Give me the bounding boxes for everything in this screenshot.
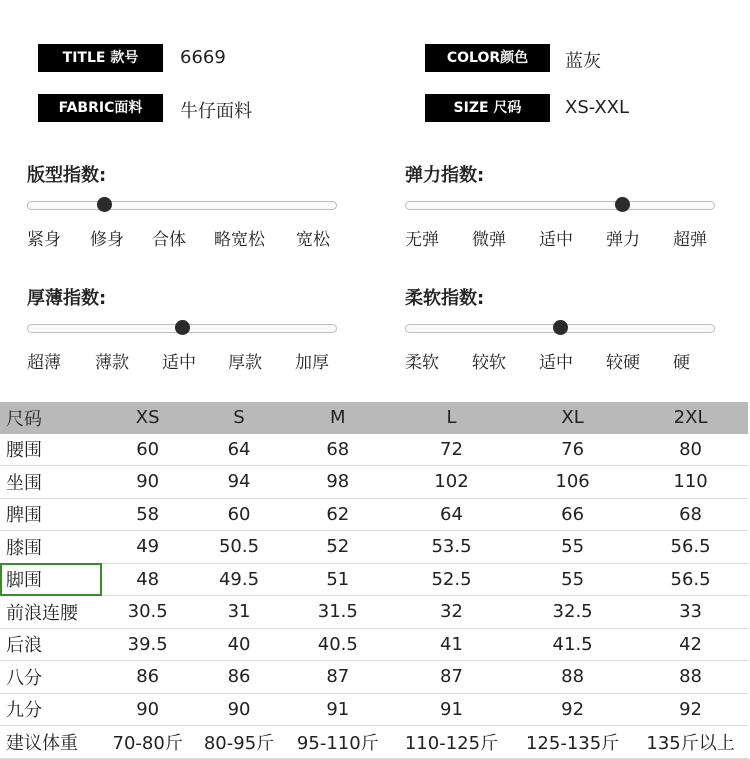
- row-label: 膝围: [0, 531, 102, 564]
- table-cell: 41: [391, 628, 512, 661]
- table-cell: 53.5: [391, 531, 512, 564]
- table-cell: 68: [285, 434, 391, 466]
- thickness-label: 适中: [162, 353, 196, 373]
- table-cell: 86: [193, 661, 284, 694]
- table-cell: 72: [391, 434, 512, 466]
- thickness-label: 薄款: [95, 353, 129, 373]
- table-cell: 56.5: [633, 531, 748, 564]
- table-cell: 52.5: [391, 563, 512, 596]
- stretch-index: [405, 164, 720, 250]
- title-value: 6669: [180, 47, 226, 68]
- table-cell: 70-80斤: [102, 726, 193, 759]
- size-header-m: M: [285, 402, 391, 434]
- table-cell: 64: [391, 498, 512, 531]
- row-label: 八分: [0, 661, 102, 694]
- table-cell: 66: [512, 498, 633, 531]
- table-cell: 88: [512, 661, 633, 694]
- row-label: 九分: [0, 693, 102, 726]
- table-cell: 90: [102, 693, 193, 726]
- softness-label: 较硬: [606, 353, 640, 373]
- row-label-selected[interactable]: 脚围: [0, 563, 102, 596]
- size-value: XS-XXL: [565, 97, 630, 118]
- color-tag: COLOR颜色: [425, 44, 550, 72]
- table-cell: 92: [633, 693, 748, 726]
- table-cell: 88: [633, 661, 748, 694]
- size-header-s: S: [193, 402, 284, 434]
- row-label: 坐围: [0, 466, 102, 499]
- table-cell: 32.5: [512, 596, 633, 629]
- table-row: [0, 693, 748, 726]
- fabric-tag: FABRIC面料: [38, 94, 163, 122]
- size-header-l: L: [391, 402, 512, 434]
- table-cell: 55: [512, 563, 633, 596]
- thickness-index: [27, 287, 342, 373]
- row-label: 前浪连腰: [0, 596, 102, 629]
- table-cell: 125-135斤: [512, 726, 633, 759]
- table-cell: 92: [512, 693, 633, 726]
- table-row: [0, 726, 748, 759]
- table-cell: 39.5: [102, 628, 193, 661]
- table-cell: 68: [633, 498, 748, 531]
- table-cell: 60: [102, 434, 193, 466]
- table-row: [0, 661, 748, 694]
- table-cell: 31: [193, 596, 284, 629]
- table-cell: 55: [512, 531, 633, 564]
- fit-index-track: [27, 201, 337, 210]
- table-cell: 42: [633, 628, 748, 661]
- table-cell: 49.5: [193, 563, 284, 596]
- softness-label: 柔软: [405, 353, 439, 373]
- thickness-index-title: 厚薄指数:: [27, 288, 107, 309]
- table-cell: 87: [285, 661, 391, 694]
- softness-index-knob: [553, 320, 568, 335]
- softness-index-title: 柔软指数:: [405, 288, 485, 309]
- table-cell: 90: [193, 693, 284, 726]
- thickness-index-knob: [175, 320, 190, 335]
- table-row: [0, 596, 748, 629]
- table-cell: 58: [102, 498, 193, 531]
- fit-index-knob: [97, 197, 112, 212]
- softness-index: [405, 287, 720, 373]
- stretch-label: 超弹: [673, 230, 707, 250]
- title-tag: TITLE 款号: [38, 44, 163, 72]
- table-cell: 98: [285, 466, 391, 499]
- table-cell: 52: [285, 531, 391, 564]
- table-cell: 32: [391, 596, 512, 629]
- table-cell: 80: [633, 434, 748, 466]
- stretch-index-knob: [615, 197, 630, 212]
- size-header-xl: XL: [512, 402, 633, 434]
- table-cell: 86: [102, 661, 193, 694]
- table-cell: 62: [285, 498, 391, 531]
- stretch-label: 微弹: [472, 230, 506, 250]
- fit-label: 紧身: [27, 230, 61, 250]
- stretch-label: 无弹: [405, 230, 439, 250]
- table-cell: 76: [512, 434, 633, 466]
- table-row: [0, 434, 748, 466]
- table-cell: 90: [102, 466, 193, 499]
- row-label: 建议体重: [0, 726, 102, 759]
- size-header-label: 尺码: [0, 402, 102, 434]
- size-chart-table: [0, 402, 748, 759]
- table-cell: 95-110斤: [285, 726, 391, 759]
- stretch-label: 适中: [539, 230, 573, 250]
- size-header-row: [0, 402, 748, 434]
- thickness-label: 厚款: [228, 353, 262, 373]
- table-cell: 64: [193, 434, 284, 466]
- table-cell: 91: [391, 693, 512, 726]
- table-row: [0, 531, 748, 564]
- table-cell: 110-125斤: [391, 726, 512, 759]
- row-label: 脾围: [0, 498, 102, 531]
- fit-label: 宽松: [296, 230, 330, 250]
- fit-label: 修身: [90, 230, 124, 250]
- table-row: [0, 628, 748, 661]
- table-cell: 48: [102, 563, 193, 596]
- thickness-label: 加厚: [295, 353, 329, 373]
- table-cell: 94: [193, 466, 284, 499]
- size-tag: SIZE 尺码: [425, 94, 550, 122]
- table-cell: 50.5: [193, 531, 284, 564]
- table-cell: 91: [285, 693, 391, 726]
- table-row: [0, 563, 748, 596]
- table-cell: 87: [391, 661, 512, 694]
- table-cell: 51: [285, 563, 391, 596]
- table-cell: 41.5: [512, 628, 633, 661]
- table-cell: 33: [633, 596, 748, 629]
- color-value: 蓝灰: [565, 51, 601, 72]
- fit-label: 略宽松: [214, 230, 265, 250]
- table-cell: 80-95斤: [193, 726, 284, 759]
- row-label: 后浪: [0, 628, 102, 661]
- fit-index-title: 版型指数:: [27, 165, 107, 186]
- fit-index: [27, 164, 342, 250]
- fabric-value: 牛仔面料: [180, 101, 252, 122]
- table-row: [0, 466, 748, 499]
- size-header-2xl: 2XL: [633, 402, 748, 434]
- fit-label: 合体: [152, 230, 186, 250]
- softness-label: 较软: [472, 353, 506, 373]
- table-cell: 31.5: [285, 596, 391, 629]
- stretch-index-title: 弹力指数:: [405, 165, 485, 186]
- table-cell: 60: [193, 498, 284, 531]
- row-label: 腰围: [0, 434, 102, 466]
- thickness-label: 超薄: [27, 353, 61, 373]
- stretch-index-track: [405, 201, 715, 210]
- table-cell: 106: [512, 466, 633, 499]
- table-cell: 110: [633, 466, 748, 499]
- stretch-label: 弹力: [606, 230, 640, 250]
- table-cell: 40.5: [285, 628, 391, 661]
- size-header-xs: XS: [102, 402, 193, 434]
- table-cell: 135斤以上: [633, 726, 748, 759]
- table-cell: 56.5: [633, 563, 748, 596]
- table-cell: 49: [102, 531, 193, 564]
- softness-label: 适中: [539, 353, 573, 373]
- table-row: [0, 498, 748, 531]
- table-cell: 102: [391, 466, 512, 499]
- table-cell: 30.5: [102, 596, 193, 629]
- table-cell: 40: [193, 628, 284, 661]
- softness-label: 硬: [673, 353, 690, 373]
